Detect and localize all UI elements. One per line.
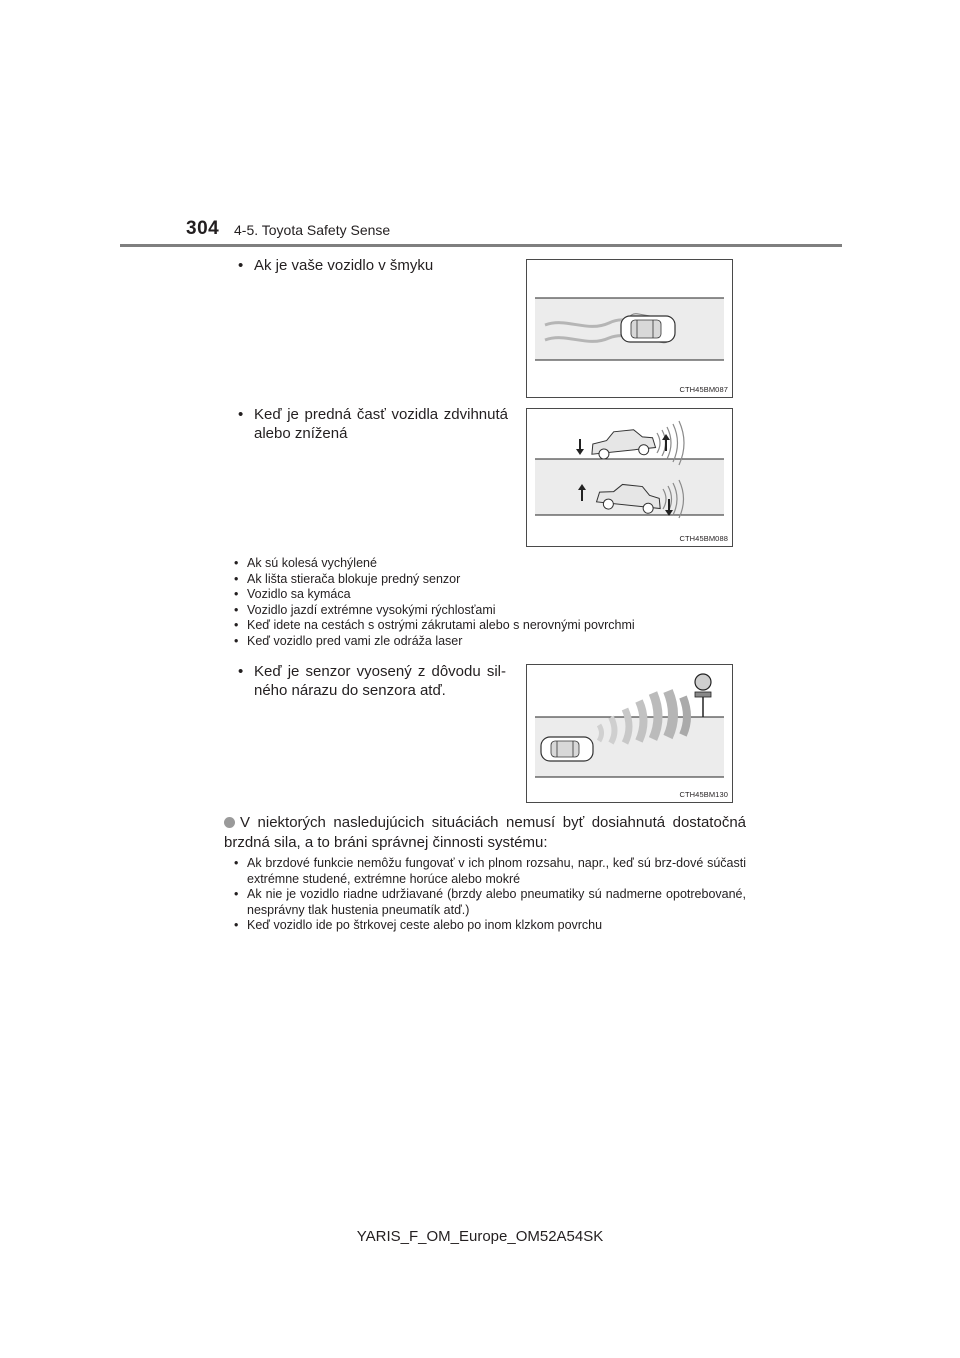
bullet-text: Keď je predná časť vozidla zdvihnutá alebo znížená [254,406,508,442]
skid-illustration [527,260,732,397]
list-item: • Vozidlo sa kymáca [232,587,752,603]
list-item: • Keď idete na cestách s ostrými zákrutami alebo s nerovnými povrchmi [232,618,752,634]
figure-front-raised [526,408,733,547]
paragraph-text: V niektorých nasledujúcich situáciách nemusí byť dosiahnutá dostatočná brzdná sila, a to bráni správnej činnosti systému: [224,814,746,851]
list-item: • Ak lišta stierača blokuje predný senzor [232,572,752,588]
list-item: • Keď vozidlo ide po štrkovej ceste alebo po inom klzkom povrchu [232,918,746,934]
bullet-item-skid: • Ak je vaše vozidlo v šmyku [238,256,508,275]
section-title: 4-5. Toyota Safety Sense [234,222,391,238]
braking-paragraph [224,813,746,853]
bullet-item-front-raised: • Keď je predná časť vozidla zdvihnutá alebo znížená [238,406,508,442]
bullet-text: Keď je senzor vyosený z dôvodu sil-ného nárazu do senzora atď. [254,663,506,699]
figure-skid [526,259,733,398]
list-item: • Ak brzdové funkcie nemôžu fungovať v ich plnom rozsahu, napr., keď sú brz-dové súčasti extrémne studené, extrémne horúce alebo mokré [232,856,746,887]
figure-sensor-misaligned [526,664,733,803]
circle-bullet-icon [224,817,235,828]
figure-code: CTH45BM087 [679,385,728,394]
list-item: • Ak sú kolesá vychýlené [232,556,752,572]
sensor-illustration [527,665,732,802]
braking-list [232,856,746,934]
list-item: • Vozidlo jazdí extrémne vysokými rýchlosťami [232,603,752,619]
page-number: 304 [186,218,220,239]
header-rule [120,244,842,247]
list-item: • Keď vozidlo pred vami zle odráža laser [232,634,752,650]
condition-list [232,556,752,649]
footer-code: YARIS_F_OM_Europe_OM52A54SK [356,1228,604,1245]
figure-code: CTH45BM130 [679,790,728,799]
bullet-item-sensor-misaligned: • Keď je senzor vyosený z dôvodu sil-ného nárazu do senzora atď. [238,663,506,699]
pitch-illustration [527,409,732,546]
list-item: • Ak nie je vozidlo riadne udržiavané (brzdy alebo pneumatiky sú nadmerne opotrebované, nesprávny tlak hustenia pneumatík atď.) [232,887,746,918]
bullet-text: Ak je vaše vozidlo v šmyku [254,257,434,274]
figure-code: CTH45BM088 [679,534,728,543]
